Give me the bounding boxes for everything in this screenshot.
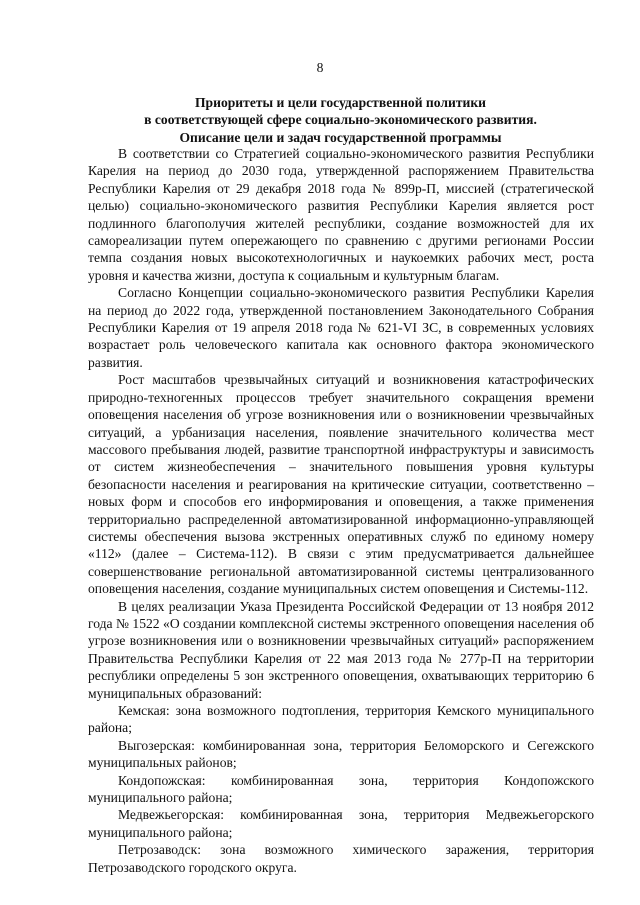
page-number: 8 bbox=[316, 60, 324, 75]
heading-line: в соответствующей сфере социально-экономического развития. bbox=[144, 112, 537, 128]
paragraph-zone-vygozero: Выгозерская: комбинированная зона, территория Беломорского и Сегежского муниципальных районов; bbox=[88, 737, 594, 771]
heading-line: Описание цели и задач государственной программы bbox=[179, 129, 502, 145]
section-heading bbox=[88, 94, 593, 146]
paragraph-concept: Согласно Концепции социально-экономического развития Республики Карелия на период до 2022 года, утвержденной постановлением Законодательного Собрания Республики Карелия от 19 апреля 2018 года № 621-VI ЗС, в современных условиях возрастает роль человеческого капитала как основного фактора экономического развития. bbox=[88, 285, 594, 370]
paragraph-zone-kem: Кемская: зона возможного подтопления, территория Кемского муниципального района; bbox=[88, 703, 594, 736]
paragraph-zone-petrozavodsk: Петрозаводск: зона возможного химического заражения, территория Петрозаводского городского округа. bbox=[88, 842, 594, 875]
paragraph-zone-kondopoga: Кондопожская: комбинированная зона, территория Кондопожского муниципального района; bbox=[88, 772, 594, 806]
paragraph-strategy: В соответствии со Стратегией социально-экономического развития Республики Карелия на период до 2030 года, утвержденной распоряжением Правительства Республики Карелия от 29 декабря 2018 года № 899р-П, миссией (стратегической целью) социально-экономического развития Республики Карелия является рост подлинного благополучия жителей республики, создание возможностей для их самореализации путем опережающего по сравнению с другими регионами России темпа создания новых высокотехнологичных и наукоемких рабочих мест, роста уровня и качества жизни, доступа к социальным и культурным благам. bbox=[88, 146, 594, 283]
paragraph-decree: В целях реализации Указа Президента Российской Федерации от 13 ноября 2012 года № 1522 «О создании комплексной системы экстренного оповещения населения об угрозе возникновения или о возникновении чрезвычайных ситуаций» распоряжением Правительства Республики Карелия от 22 мая 2013 года № 277р-П на территории республики определены 5 зон экстренного оповещения, охватывающих территорию 6 муниципальных образований: bbox=[88, 598, 594, 701]
document-body bbox=[88, 145, 594, 876]
paragraph-emergency: Рост масштабов чрезвычайных ситуаций и возникновения катастрофических природно-техногенных процессов требует значительного сокращения времени оповещения населения об угрозе возникновения или о возникновении чрезвычайных ситуаций, а урбанизация населения, появление значительного количества мест массового пребывания людей, развитие транспортной инфраструктуры и зависимость от систем жизнеобеспечения – значительного повышения уровня культуры безопасности населения и реагирования на критические ситуации, соответственно – новых форм и способов его информирования и оповещения, а также применения территориально распределенной автоматизированной информационно-управляющей системы обеспечения вызова экстренных оперативных служб по единому номеру «112» (далее – Система-112). В связи с этим предусматривается дальнейшее совершенствование региональной автоматизированной системы централизованного оповещения населения, создание муниципальных систем оповещения и Системы-112. bbox=[88, 372, 594, 597]
paragraph-zone-medvezhyegorsk: Медвежьегорская: комбинированная зона, территория Медвежьегорского муниципального района; bbox=[88, 807, 594, 840]
heading-line: Приоритеты и цели государственной политики bbox=[194, 95, 487, 110]
